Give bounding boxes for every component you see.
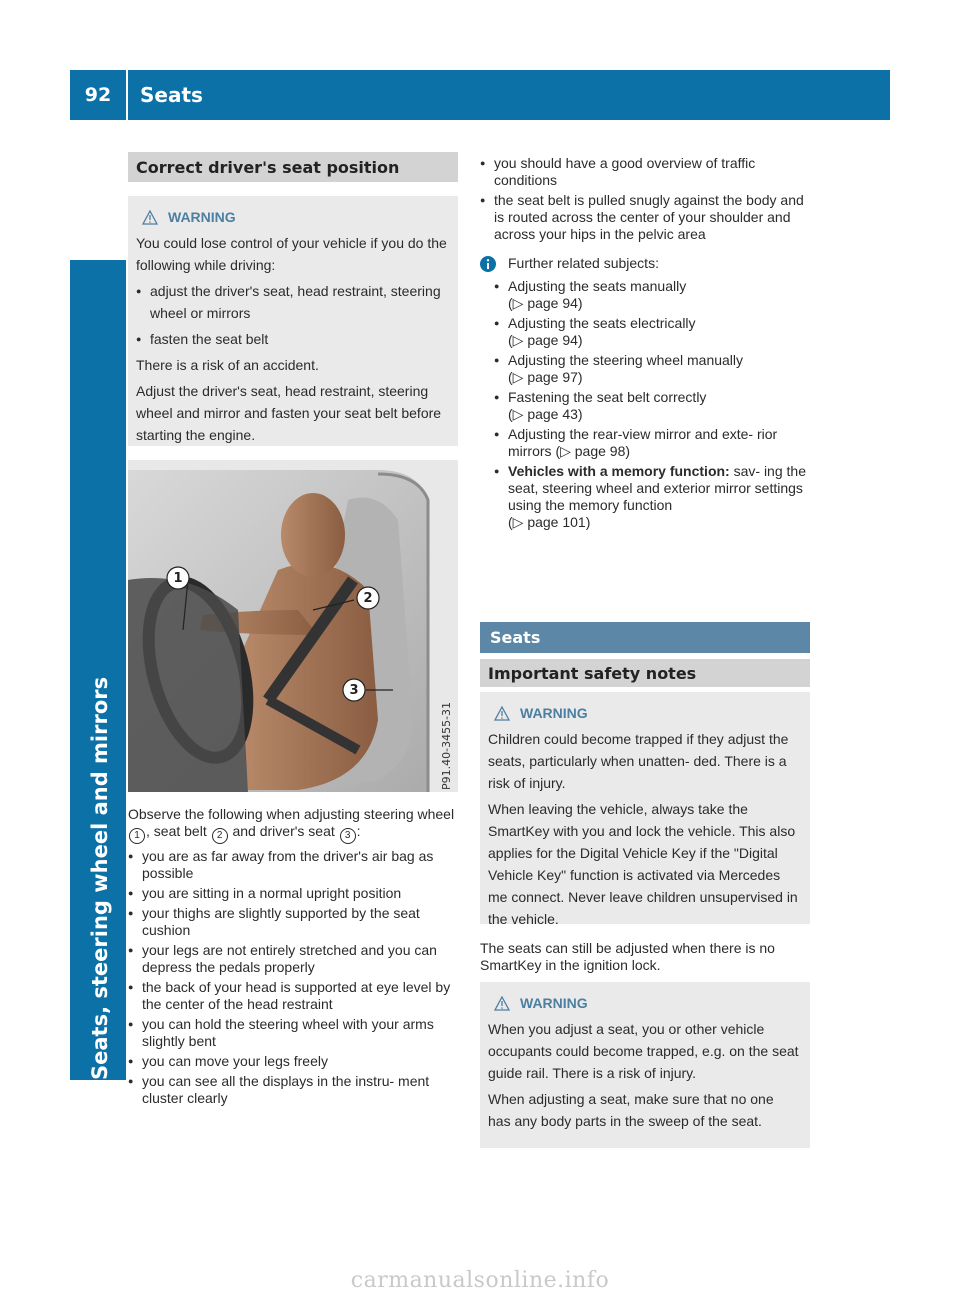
page-reference-link[interactable]: (▷ page 98)	[555, 443, 631, 459]
page-reference-link[interactable]: (▷ page 43)	[508, 406, 583, 422]
related-text: Adjusting the steering wheel manually	[508, 352, 744, 368]
warning-advice: Adjust the driver's seat, head restraint, steering wheel and mirror and fasten your seat belt before starting the engine.	[136, 383, 442, 443]
related-bold: Vehicles with a memory function:	[508, 463, 730, 479]
page-reference-link[interactable]: (▷ page 101)	[508, 514, 591, 530]
callout-ref-1: 1	[129, 828, 145, 844]
smartkey-note	[480, 940, 810, 978]
page-number: 92	[84, 84, 112, 106]
related-item	[494, 389, 810, 423]
side-tab-label: Seats, steering wheel and mirrors	[88, 676, 112, 1080]
warning-paragraph: When adjusting a seat, make sure that no one has any body parts in the sweep of the seat.	[488, 1091, 774, 1129]
section-heading-seats	[480, 622, 810, 653]
info-icon	[480, 256, 496, 272]
list-item: ● adjust the driver's seat, head restraint, steering wheel or mirrors	[136, 280, 448, 324]
page-reference-link[interactable]: (▷ page 94)	[508, 332, 583, 348]
list-item: ● you can see all the displays in the instru- ment cluster clearly	[128, 1073, 458, 1107]
warning-box-trapped	[480, 982, 810, 1148]
info-header	[480, 255, 810, 272]
observe-paragraph	[128, 806, 458, 844]
warning-list	[136, 280, 448, 350]
section-heading-text: Important safety notes	[488, 663, 697, 683]
related-text: Adjusting the seats electrically	[508, 315, 696, 331]
text: :	[356, 823, 361, 839]
related-item	[494, 426, 810, 460]
warning-triangle-icon	[494, 996, 510, 1011]
text: and driver's seat	[228, 823, 339, 839]
warning-intro: You could lose control of your vehicle if you do the following while driving:	[136, 235, 447, 273]
related-item	[494, 278, 810, 312]
warning-header	[494, 702, 800, 724]
callout-ref-3: 3	[340, 828, 356, 844]
warning-paragraph: Children could become trapped if they adjust the seats, particularly when unatten- ded. There is a risk of injury.	[488, 731, 789, 791]
chapter-title: Seats	[140, 83, 203, 107]
warning-paragraph: When you adjust a seat, you or other vehicle occupants could become trapped, e.g. on the seat guide rail. There is a risk of injury.	[488, 1021, 799, 1081]
info-title: Further related subjects:	[508, 255, 659, 271]
callout-1: 1	[173, 571, 183, 586]
driver-seat-image	[128, 460, 458, 792]
left-body	[128, 806, 458, 1110]
list-item: ● your legs are not entirely stretched and you can depress the pedals properly	[128, 942, 458, 976]
watermark	[0, 1268, 960, 1293]
section-heading-text: Correct driver's seat position	[136, 157, 400, 177]
page-header	[70, 70, 890, 120]
list-item: ● fasten the seat belt	[136, 328, 448, 350]
warning-header	[142, 206, 448, 228]
seat-checklist	[128, 848, 458, 1107]
callout-ref-2: 2	[212, 828, 228, 844]
warning-paragraph: When leaving the vehicle, always take the SmartKey with you and lock the vehicle. This also applies for the Digital Vehicle Key if the "Digital Vehicle Key" function is activated via Mercedes me connect. Never leave children unsupervised in the vehicle.	[488, 801, 798, 927]
watermark-text: carmanualsonline.info	[350, 1268, 610, 1293]
warning-label: WARNING	[520, 705, 588, 721]
section-heading-text: Seats	[490, 628, 541, 647]
paragraph: The seats can still be adjusted when there is no SmartKey in the ignition lock.	[480, 940, 775, 973]
page-reference-link[interactable]: (▷ page 94)	[508, 295, 583, 311]
figure-code: P91.40-3455-31	[440, 701, 453, 790]
list-item: ● your thighs are slightly supported by the seat cushion	[128, 905, 458, 939]
driver-seat-illustration	[128, 460, 458, 792]
warning-triangle-icon	[494, 706, 510, 721]
related-text: Fastening the seat belt correctly	[508, 389, 707, 405]
related-text: Adjusting the seats manually	[508, 278, 687, 294]
related-item	[494, 315, 810, 349]
callout-2: 2	[363, 591, 373, 606]
callout-3: 3	[349, 683, 359, 698]
list-item: ● you should have a good overview of traffic conditions	[480, 155, 810, 189]
list-item: ● you are sitting in a normal upright position	[128, 885, 458, 902]
warning-label: WARNING	[168, 209, 236, 225]
text: Observe the following when adjusting steering wheel	[128, 806, 455, 822]
subsection-heading-safety	[480, 659, 810, 687]
page-reference-link[interactable]: (▷ page 97)	[508, 369, 583, 385]
header-divider	[126, 70, 128, 120]
chapter-side-tab	[70, 260, 126, 1080]
related-text: sav- ing the seat, steering wheel and exterior mirror settings using the memory function	[508, 463, 806, 513]
section-heading-seat-position	[128, 152, 458, 182]
list-item: ● the seat belt is pulled snugly against the body and is routed across the center of your shoulder and across your hips in the pelvic area	[480, 192, 810, 243]
list-item: ● you are as far away from the driver's air bag as possible	[128, 848, 458, 882]
related-text: Adjusting the rear-view mirror and exte- rior mirrors	[508, 426, 778, 459]
warning-box-driving	[128, 196, 458, 446]
text: , seat belt	[146, 823, 211, 839]
related-item	[494, 463, 810, 531]
warning-triangle-icon	[142, 210, 158, 225]
related-item	[494, 352, 810, 386]
warning-box-children	[480, 692, 810, 927]
list-item: ● you can hold the steering wheel with your arms slightly bent	[128, 1016, 458, 1050]
list-item: ● you can move your legs freely	[128, 1053, 458, 1070]
warning-label: WARNING	[520, 995, 588, 1011]
right-body-top	[480, 155, 810, 534]
warning-risk: There is a risk of an accident.	[136, 357, 319, 373]
seat-checklist-continued	[480, 155, 810, 243]
list-item: ● the back of your head is supported at eye level by the center of the head restraint	[128, 979, 458, 1013]
related-subjects-list	[494, 278, 810, 531]
warning-header	[494, 992, 800, 1014]
